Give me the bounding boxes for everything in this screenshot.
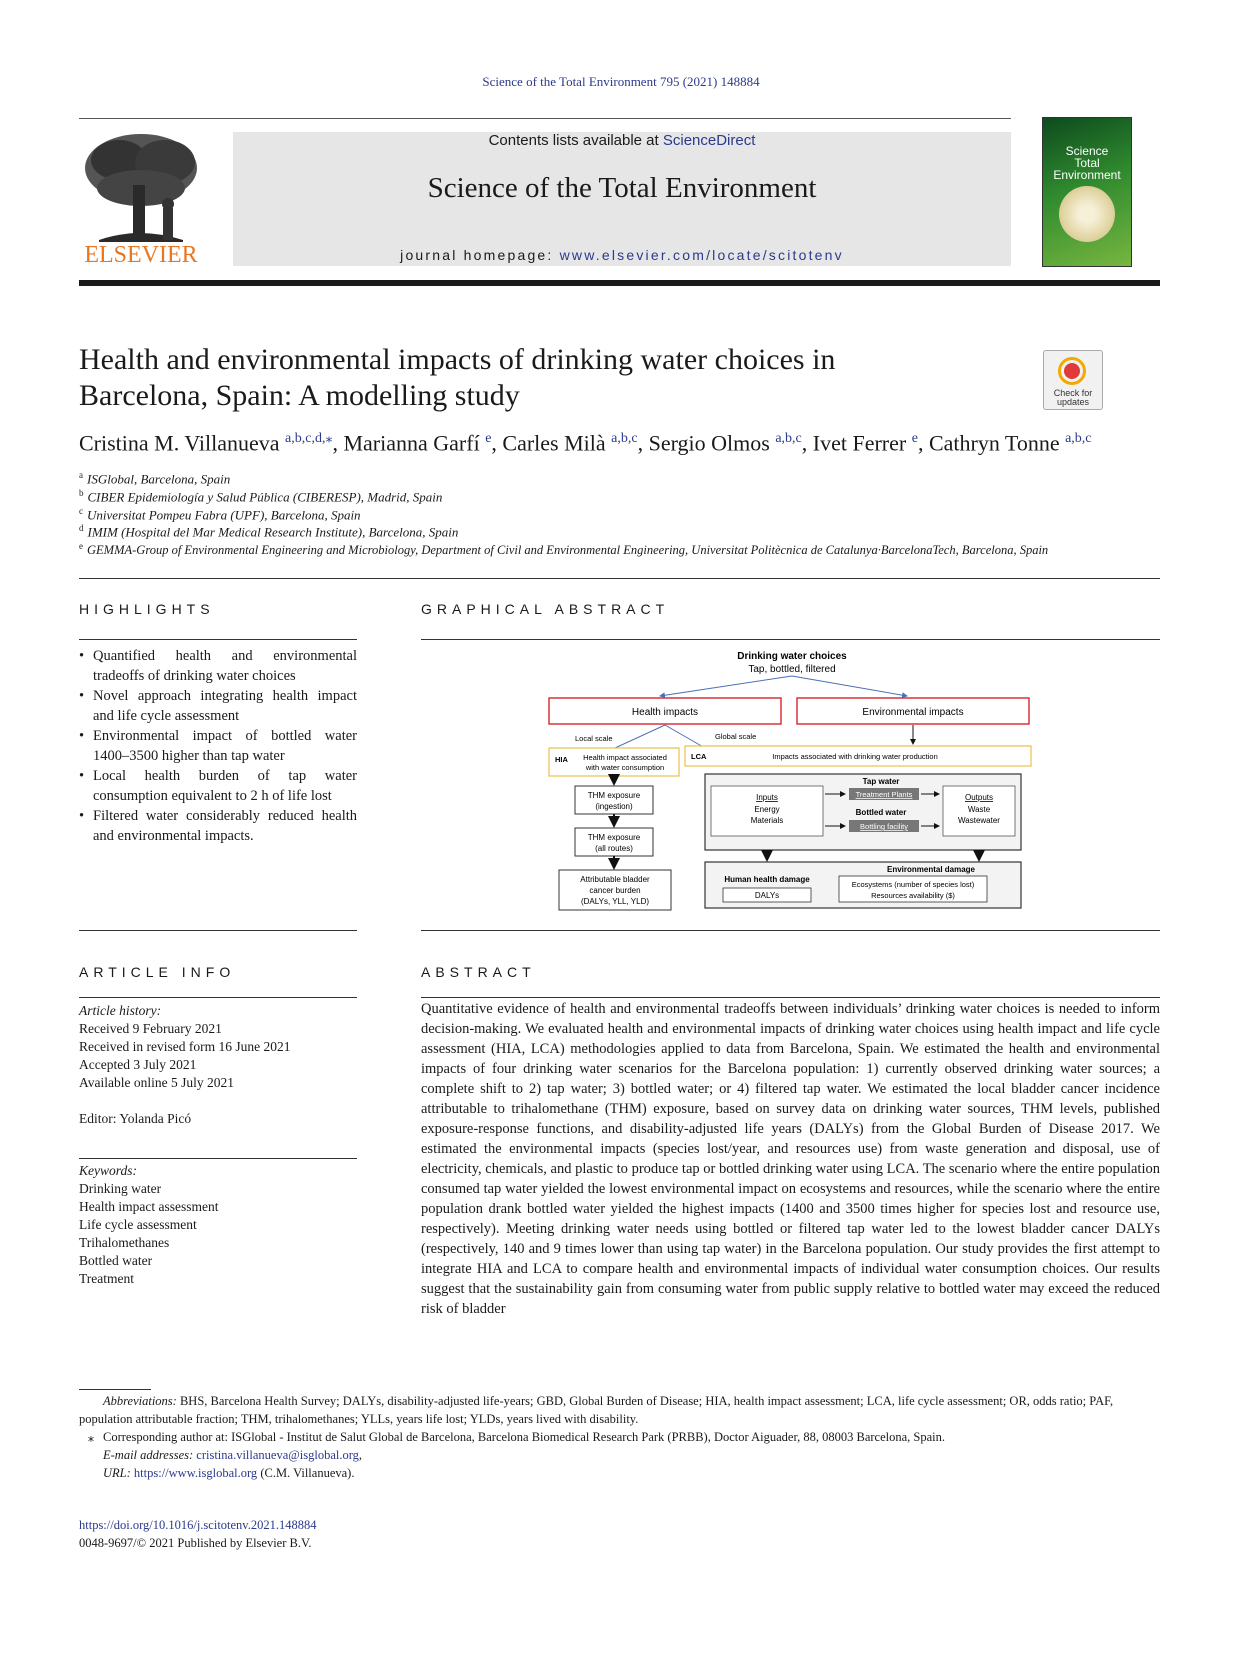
- arrow: [792, 676, 907, 696]
- thm-all-routes-2: (all routes): [595, 844, 633, 853]
- email-link[interactable]: cristina.villanueva@isglobal.org: [196, 1448, 359, 1462]
- highlights-heading: HIGHLIGHTS: [79, 601, 215, 617]
- homepage-link[interactable]: www.elsevier.com/locate/scitotenv: [559, 247, 844, 263]
- article-info-rule: [79, 997, 357, 998]
- burden-2: cancer burden: [589, 886, 641, 895]
- author-affiliation-marks[interactable]: a,b,c: [611, 431, 638, 446]
- journal-cover[interactable]: [1042, 117, 1132, 267]
- highlight-item: • Novel approach integrating health impact and life cycle assessment: [79, 686, 357, 726]
- author-affiliation-marks[interactable]: a,b,c,d,⁎: [285, 431, 333, 446]
- header-rule: [79, 118, 1011, 119]
- ecosystems-label: Ecosystems (number of species lost): [851, 880, 975, 889]
- author-name[interactable]: Marianna Garfí: [343, 430, 480, 456]
- hia-label: HIA: [555, 755, 568, 764]
- burden-3: (DALYs, YLL, YLD): [580, 897, 650, 906]
- energy-label: Energy: [754, 805, 780, 814]
- journal-title: Science of the Total Environment: [427, 172, 817, 204]
- diagram-top-subtitle: Tap, bottled, filtered: [748, 664, 836, 675]
- connector: [665, 725, 705, 748]
- article-title: Health and environmental impacts of drinking water choices in Barcelona, Spain: A modelling study: [79, 343, 836, 412]
- author-list: Cristina M. Villanueva $^{a,b,c,d,⁎}$, Marianna Garfí $^e$, Carles Milà $^{a,b,c}$, Sergio Olmos $^{a,b,c}$, Ivet Ferrer $^e$, Cathryn Tonne $^{a,b,c}$: [79, 430, 1092, 456]
- check-for-updates-button[interactable]: [1043, 350, 1103, 410]
- affiliation: $^b$ CIBER Epidemiología y Salud Pública (CIBERESP), Madrid, Spain: [79, 488, 443, 505]
- keyword: Treatment: [79, 1271, 134, 1286]
- keywords-rule: [79, 1158, 357, 1159]
- history-item: Received 9 February 2021: [79, 1021, 222, 1036]
- hia-desc-1: Health impact associated: [583, 753, 667, 762]
- author-name[interactable]: Sergio Olmos: [648, 430, 770, 456]
- author-affiliation-marks[interactable]: a,b,c: [1065, 431, 1092, 446]
- highlights-list: [79, 646, 357, 846]
- history-item: Received in revised form 16 June 2021: [79, 1039, 291, 1054]
- history-item: Available online 5 July 2021: [79, 1075, 234, 1090]
- health-impacts-label: Health impacts: [631, 707, 699, 718]
- cover-title: Science Total Environment: [1053, 144, 1121, 182]
- history-item: Accepted 3 July 2021: [79, 1057, 197, 1072]
- thm-ingestion-1: THM exposure: [587, 791, 641, 800]
- elsevier-wordmark: ELSEVIER: [84, 242, 198, 268]
- sciencedirect-link[interactable]: ScienceDirect: [662, 132, 756, 149]
- hia-desc-2: with water consumption: [585, 763, 665, 772]
- outputs-label: Outputs: [964, 793, 994, 802]
- author-name[interactable]: Cristina M. Villanueva: [79, 430, 280, 456]
- lca-label: LCA: [691, 752, 707, 761]
- keywords: [79, 1162, 357, 1288]
- resources-label: Resources availability ($): [871, 891, 955, 900]
- header-thick-rule: [79, 280, 1160, 286]
- url-footnote: URL: https://www.isglobal.org (C.M. Villanueva).: [103, 1466, 355, 1480]
- affiliation: $^a$ ISGlobal, Barcelona, Spain: [79, 470, 231, 487]
- email-footnote: E-mail addresses: cristina.villanueva@isglobal.org,: [103, 1448, 363, 1462]
- highlight-item: • Filtered water considerably reduced health and environmental impacts.: [79, 806, 357, 846]
- journal-homepage: journal homepage: www.elsevier.com/locate/scitotenv: [400, 247, 844, 263]
- affiliation: $^c$ Universitat Pompeu Fabra (UPF), Barcelona, Spain: [79, 506, 361, 523]
- bottled-water-label: Bottled water: [855, 808, 907, 817]
- graphical-abstract-heading: GRAPHICAL ABSTRACT: [421, 601, 670, 617]
- keyword: Trihalomethanes: [79, 1235, 170, 1250]
- author-name[interactable]: Ivet Ferrer: [812, 430, 907, 456]
- keyword: Drinking water: [79, 1181, 162, 1196]
- thm-all-routes-1: THM exposure: [587, 833, 641, 842]
- env-impacts-label: Environmental impacts: [862, 707, 964, 718]
- connector: [615, 725, 665, 748]
- editor: Editor: Yolanda Picó: [79, 1111, 192, 1126]
- wastewater-label: Wastewater: [958, 816, 1000, 825]
- keyword: Bottled water: [79, 1253, 153, 1268]
- tap-water-label: Tap water: [862, 777, 900, 786]
- env-damage-label: Environmental damage: [886, 865, 976, 874]
- flow-diagram: [545, 648, 1035, 920]
- local-scale-label: Local scale: [575, 734, 613, 743]
- abbreviations-footnote: Abbreviations: BHS, Barcelona Health Survey; DALYs, disability-adjusted life-years; GBD, Global Burden of Disease; HIA, health impact assessment; LCA, life cycle assessment; OR, odds ratio; PAF, population attributable fraction; THM, trihalomethanes; YLLs, years life lost; YLDs, years lived with disability.: [79, 1394, 1114, 1426]
- issn-line: 0048-9697/© 2021 Published by Elsevier B.V.: [79, 1536, 312, 1550]
- author-affiliation-marks[interactable]: a,b,c: [775, 431, 802, 446]
- cover-image: [1059, 186, 1115, 242]
- thm-ingestion-2: (ingestion): [595, 802, 633, 811]
- inputs-label: Inputs: [756, 793, 778, 802]
- affiliation: $^e$ GEMMA-Group of Environmental Engineering and Microbiology, Department of Civil and Environmental Engineering, Universitat Politècnica de Catalunya·BarcelonaTech, Barcelona, Spain: [79, 541, 1049, 558]
- journal-citation[interactable]: Science of the Total Environment 795 (2021) 148884: [482, 74, 760, 89]
- graphical-abstract-bottom-rule: [421, 930, 1160, 931]
- waste-label: Waste: [967, 805, 991, 814]
- abstract-text: Quantitative evidence of health and environmental tradeoffs between individuals’ drinking water choices is needed to inform decision-making. We evaluated health and environmental impacts of drinking water choices using health impact and life cycle assessment (HIA, LCA) methodologies applied to data from Barcelona, Spain. We estimated the health and environmental impacts of four drinking water scenarios for the Barcelona population: 1) currently observed drinking water sources; a complete shift to 2) tap water; 3) bottled water; or 4) filtered tap water. We estimated the local bladder cancer incidence attributable to trihalomethane (THM) exposure, based on survey data on drinking water sources, THM levels, published exposure-response functions, and disability-adjusted life years (DALYs) from the Global Burden of Disease 2017. We estimated the environmental impacts (species lost/year, and resources use) from waste generation and disposal, use of electricity, chemicals, and plastic to produce tap or bottled drinking water using LCA. The scenario where the entire population consumed tap water yielded the lowest environmental impact on ecosystems and resources, while the scenario where the entire population drank bottled water yielded the highest impacts (1400 and 3500 times higher for species lost and resource use, respectively). Meeting drinking water needs using bottled or filtered tap water led to the lowest bladder cancer DALYs (respectively, 140 and 9 times lower than using tap water) in the Barcelona population. Our study provides the first attempt to integrate HIA and LCA to compare health and environmental impacts of individual water consumption choices. Our results suggest that the sustainability gain from consuming water from public supply relative to bottled water may exceed the reduced risk of bladder: [421, 1001, 1160, 1317]
- abstract-rule: [421, 997, 1160, 998]
- bookmark-icon: [1064, 363, 1080, 379]
- lca-desc: Impacts associated with drinking water production: [772, 752, 938, 761]
- affiliation: $^d$ IMIM (Hospital del Mar Medical Research Institute), Barcelona, Spain: [79, 523, 459, 540]
- article-info-heading: ARTICLE INFO: [79, 964, 236, 980]
- abstract-heading: ABSTRACT: [421, 964, 536, 980]
- highlights-bottom-rule: [79, 930, 357, 931]
- keyword: Health impact assessment: [79, 1199, 219, 1214]
- footnote-rule: [79, 1389, 151, 1390]
- keywords-label: Keywords:: [79, 1163, 137, 1178]
- bottling-facility-label: Bottling facility: [860, 822, 908, 831]
- arrow: [660, 676, 792, 696]
- highlights-rule: [79, 639, 357, 640]
- keyword: Life cycle assessment: [79, 1217, 197, 1232]
- highlight-item: • Quantified health and environmental tradeoffs of drinking water choices: [79, 646, 357, 686]
- section-divider: [79, 578, 1160, 579]
- treatment-plants-label: Treatment Plants: [855, 790, 913, 799]
- author-name[interactable]: Carles Milà: [502, 430, 606, 456]
- diagram-top-title: Drinking water choices: [737, 651, 847, 662]
- check-updates-label: Check for updates: [1053, 388, 1093, 407]
- global-scale-label: Global scale: [715, 732, 757, 741]
- dalys-label: DALYs: [754, 891, 780, 900]
- graphical-abstract-figure[interactable]: [545, 648, 1035, 920]
- author-affiliation-marks[interactable]: e: [911, 431, 918, 446]
- materials-label: Materials: [750, 816, 784, 825]
- history-label: Article history:: [79, 1003, 162, 1018]
- highlight-item: • Environmental impact of bottled water 1400–3500 higher than tap water: [79, 726, 357, 766]
- elsevier-logo[interactable]: [79, 130, 203, 270]
- author-affiliation-marks[interactable]: e: [485, 431, 492, 446]
- doi-line: [79, 1516, 1160, 1534]
- human-health-damage-label: Human health damage: [724, 875, 810, 884]
- article-history: [79, 1002, 357, 1128]
- contents-line: Contents lists available at ScienceDirect: [488, 132, 756, 149]
- url-link[interactable]: https://www.isglobal.org: [133, 1466, 258, 1480]
- doi-link[interactable]: https://doi.org/10.1016/j.scitotenv.2021.148884: [79, 1518, 317, 1532]
- author-name[interactable]: Cathryn Tonne: [928, 430, 1060, 456]
- graphical-abstract-rule: [421, 639, 1160, 640]
- highlight-item: • Local health burden of tap water consumption equivalent to 2 h of life lost: [79, 766, 357, 806]
- corresponding-footnote: ⁎ Corresponding author at: ISGlobal - Institut de Salut Global de Barcelona, Barcelona Biomedical Research Park (PRBB), Doctor Aiguader, 88, 08003 Barcelona, Spain.: [87, 1430, 946, 1444]
- burden-1: Attributable bladder: [580, 875, 650, 884]
